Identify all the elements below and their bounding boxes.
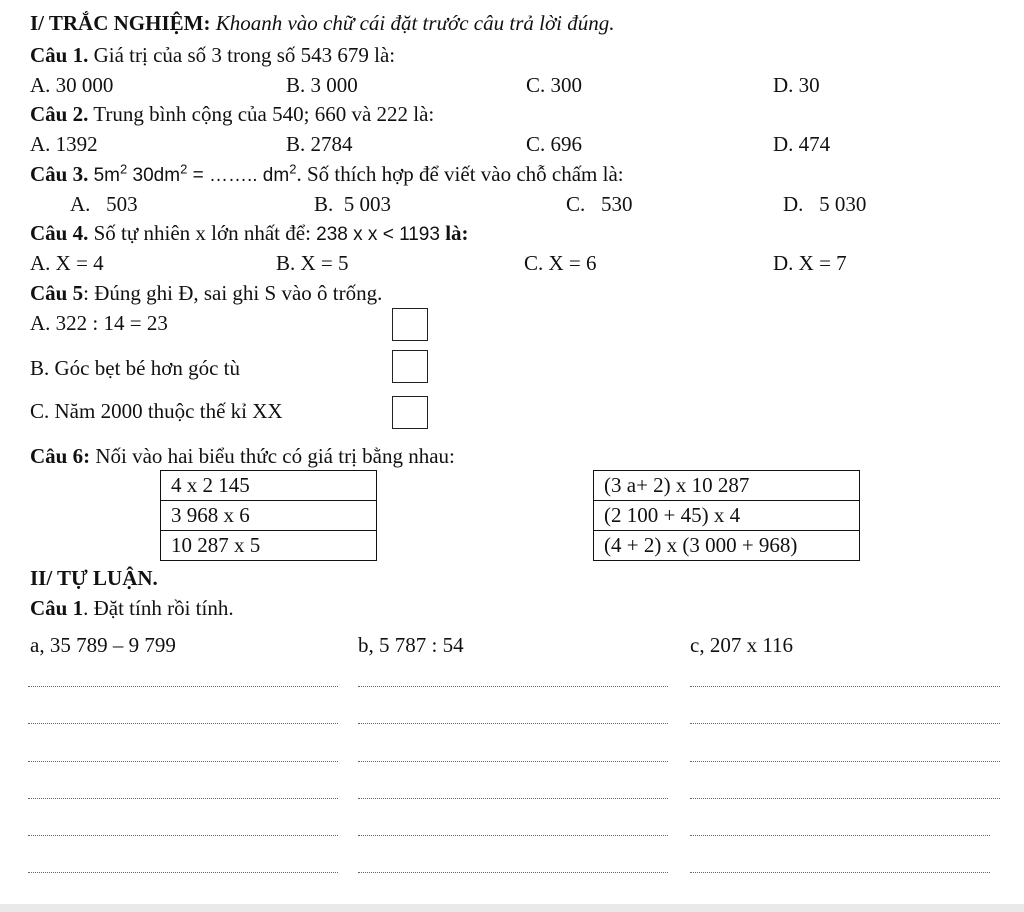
q4-options bbox=[0, 248, 1024, 278]
q6-left-expr[interactable]: 4 x 2 145 bbox=[161, 471, 377, 501]
q5-label: Câu 5 bbox=[30, 281, 84, 305]
part2-header bbox=[0, 563, 1024, 593]
answer-line[interactable] bbox=[690, 723, 1000, 724]
q5-answer-box-b[interactable] bbox=[392, 350, 428, 383]
answer-line[interactable] bbox=[690, 872, 990, 873]
answer-line[interactable] bbox=[358, 872, 668, 873]
q5-answer-box-a[interactable] bbox=[392, 308, 428, 341]
part1-heading: I/ TRẮC NGHIỆM: bbox=[30, 11, 211, 35]
q5-item-b-row bbox=[0, 353, 1024, 383]
q6-text: Nối vào hai biểu thức có giá trị bằng nhau: bbox=[95, 444, 455, 468]
answer-line[interactable] bbox=[28, 835, 338, 836]
q4-question bbox=[0, 218, 1024, 248]
q5-question bbox=[0, 278, 1024, 308]
q6-right-expr[interactable]: (4 + 2) x (3 000 + 968) bbox=[594, 531, 860, 561]
q4-expr: 238 x x < 1193 bbox=[316, 224, 440, 245]
q1-option-c[interactable]: C. 300 bbox=[526, 73, 583, 97]
q5-item-b: B. Góc bẹt bé hơn góc tù bbox=[30, 356, 240, 380]
q4-option-b[interactable]: B. X = 5 bbox=[276, 251, 349, 275]
part2-item-b: b, 5 787 : 54 bbox=[358, 633, 464, 657]
part2-item-c: c, 207 x 116 bbox=[690, 633, 794, 657]
part2-items bbox=[0, 630, 1024, 660]
q6-right-table bbox=[593, 470, 860, 561]
q3-expr-b: 30dm bbox=[127, 165, 181, 186]
q2-text: Trung bình cộng của 540; 660 và 222 là: bbox=[93, 102, 435, 126]
q4-option-c[interactable]: C. X = 6 bbox=[524, 251, 597, 275]
q6-right-expr[interactable]: (2 100 + 45) x 4 bbox=[594, 501, 860, 531]
q5-item-c-row bbox=[0, 396, 1024, 426]
q6-left-table bbox=[160, 470, 377, 561]
q2-option-d[interactable]: D. 474 bbox=[773, 132, 831, 156]
q5-item-c: C. Năm 2000 thuộc thế kỉ XX bbox=[30, 399, 283, 423]
answer-line[interactable] bbox=[358, 686, 668, 687]
q3-expr-d: dm bbox=[257, 165, 290, 186]
answer-line[interactable] bbox=[690, 835, 990, 836]
q3-option-b[interactable]: B. 5 003 bbox=[314, 192, 392, 216]
q3-options bbox=[0, 189, 1024, 219]
page-bottom-edge bbox=[0, 904, 1024, 912]
answer-line[interactable] bbox=[690, 798, 1000, 799]
answer-line[interactable] bbox=[358, 723, 668, 724]
answer-line[interactable] bbox=[28, 798, 338, 799]
answer-line[interactable] bbox=[690, 761, 1000, 762]
answer-line[interactable] bbox=[28, 686, 338, 687]
q1-text: Giá trị của số 3 trong số 543 679 là: bbox=[93, 43, 396, 67]
part2-q1-text: . Đặt tính rồi tính. bbox=[83, 596, 234, 620]
q1-label: Câu 1. bbox=[30, 43, 89, 67]
q4-option-d[interactable]: D. X = 7 bbox=[773, 251, 847, 275]
q3-sup2: 2 bbox=[180, 161, 188, 177]
q2-option-c[interactable]: C. 696 bbox=[526, 132, 583, 156]
q5-item-a-row bbox=[0, 308, 1024, 338]
q5-answer-box-c[interactable] bbox=[392, 396, 428, 429]
q3-expr-c: = …….. bbox=[187, 165, 258, 186]
q2-options bbox=[0, 129, 1024, 159]
q3-sup1: 2 bbox=[120, 161, 128, 177]
answer-line[interactable] bbox=[358, 835, 668, 836]
part2-heading: II/ TỰ LUẬN. bbox=[30, 566, 158, 590]
q3-text: . Số thích hợp để viết vào chỗ chấm là: bbox=[296, 162, 624, 186]
q2-label: Câu 2. bbox=[30, 102, 89, 126]
q2-option-b[interactable]: B. 2784 bbox=[286, 132, 353, 156]
q6-right-expr[interactable]: (3 a+ 2) x 10 287 bbox=[594, 471, 860, 501]
q6-question bbox=[0, 441, 1024, 471]
part1-header bbox=[0, 8, 1024, 38]
q5-text: : Đúng ghi Đ, sai ghi S vào ô trống. bbox=[83, 281, 383, 305]
q6-left-expr[interactable]: 3 968 x 6 bbox=[161, 501, 377, 531]
q4-tail: là: bbox=[445, 221, 469, 245]
q1-option-a[interactable]: A. 30 000 bbox=[30, 73, 114, 97]
q3-question bbox=[0, 159, 1024, 189]
q4-label: Câu 4. bbox=[30, 221, 89, 245]
q4-text: Số tự nhiên x lớn nhất để: bbox=[93, 221, 311, 245]
answer-line[interactable] bbox=[28, 872, 338, 873]
q6-label: Câu 6: bbox=[30, 444, 91, 468]
part2-item-a: a, 35 789 – 9 799 bbox=[30, 633, 176, 657]
part2-q1-label: Câu 1 bbox=[30, 596, 84, 620]
part2-q1 bbox=[0, 593, 1024, 623]
answer-line[interactable] bbox=[28, 761, 338, 762]
q2-question bbox=[0, 99, 1024, 129]
q3-expr-a: 5m bbox=[93, 165, 121, 186]
answer-line[interactable] bbox=[358, 761, 668, 762]
q3-option-d[interactable]: D. 5 030 bbox=[783, 192, 867, 216]
q3-sup3: 2 bbox=[289, 161, 297, 177]
q1-option-b[interactable]: B. 3 000 bbox=[286, 73, 358, 97]
q1-option-d[interactable]: D. 30 bbox=[773, 73, 820, 97]
q1-options bbox=[0, 70, 1024, 100]
q3-label: Câu 3. bbox=[30, 162, 89, 186]
part1-instruction: Khoanh vào chữ cái đặt trước câu trả lời đúng. bbox=[215, 11, 615, 35]
q6-left-expr[interactable]: 10 287 x 5 bbox=[161, 531, 377, 561]
answer-line[interactable] bbox=[690, 686, 1000, 687]
q2-option-a[interactable]: A. 1392 bbox=[30, 132, 98, 156]
answer-line[interactable] bbox=[28, 723, 338, 724]
q4-option-a[interactable]: A. X = 4 bbox=[30, 251, 104, 275]
answer-line[interactable] bbox=[358, 798, 668, 799]
q5-item-a: A. 322 : 14 = 23 bbox=[30, 311, 168, 335]
q1-question bbox=[0, 40, 1024, 70]
q3-option-c[interactable]: C. 530 bbox=[566, 192, 633, 216]
q3-option-a[interactable]: A. 503 bbox=[70, 192, 138, 216]
